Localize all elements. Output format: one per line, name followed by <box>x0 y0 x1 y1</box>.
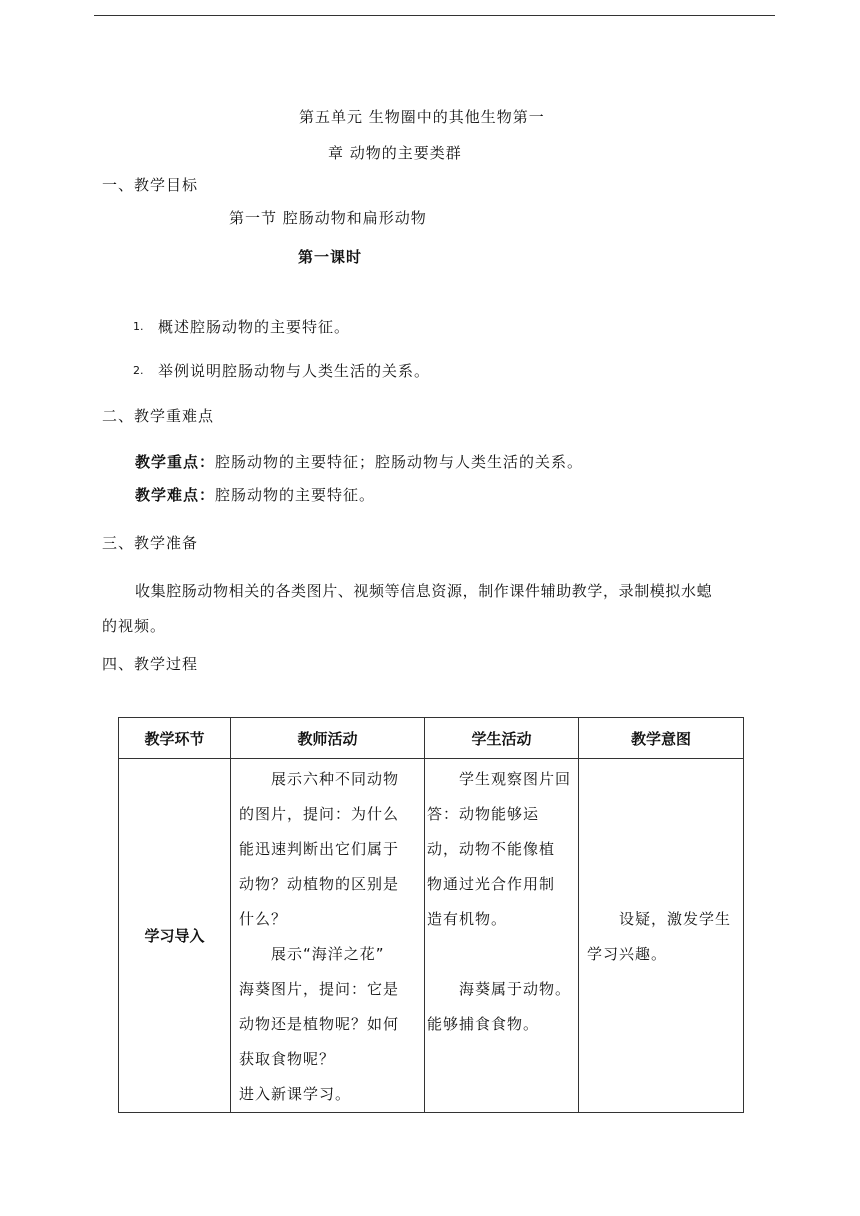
teaching-intent-line <box>587 867 743 902</box>
lesson-process-table <box>118 717 744 1113</box>
key-point-label: 教学重点： <box>135 453 216 471</box>
section-heading-process: 四、教学过程 <box>102 655 199 673</box>
teaching-intent-line: 学习兴趣。 <box>587 945 668 963</box>
section-heading-key-difficult: 二、教学重难点 <box>102 407 215 425</box>
preparation-text-line1: 收集腔肠动物相关的各类图片、视频等信息资源，制作课件辅助教学，录制模拟水螅 <box>135 582 713 600</box>
teacher-activity-line: 展示“海洋之花” <box>239 945 385 963</box>
teacher-activity-line: 进入新课学习。 <box>239 1085 352 1103</box>
teacher-activity-line: 的图片，提问：为什么 <box>239 805 400 823</box>
student-activity-line: 海葵属于动物。 <box>427 980 572 998</box>
teacher-activity-cell <box>231 759 425 1113</box>
document-title-line1: 第五单元 生物圈中的其他生物第一 <box>299 108 545 126</box>
table-row <box>119 759 744 1113</box>
teacher-activity-line: 展示六种不同动物 <box>239 770 400 788</box>
header-rule <box>94 15 775 16</box>
student-activity-line: 物通过光合作用制 <box>427 875 556 893</box>
difficult-point-label: 教学难点： <box>135 486 216 504</box>
teaching-intent-cell <box>579 759 744 1113</box>
section-heading-prep: 三、教学准备 <box>102 534 199 552</box>
teacher-activity-line: 能迅速判断出它们属于 <box>239 840 400 858</box>
student-activity-line: 学生观察图片回 <box>427 770 572 788</box>
student-activity-line: 能够捕食食物。 <box>427 1015 540 1033</box>
student-activity-line <box>427 937 578 972</box>
section-heading-goals: 一、教学目标 <box>102 176 199 194</box>
student-activity-cell <box>425 759 579 1113</box>
table-header-cell: 教学环节 <box>119 718 231 759</box>
difficult-point-line <box>135 484 375 505</box>
objective-number: 1. <box>133 320 144 333</box>
objective-text: 举例说明腔肠动物与人类生活的关系。 <box>158 362 431 380</box>
preparation-text-line2: 的视频。 <box>102 617 167 635</box>
table-header-row <box>119 718 744 759</box>
teacher-activity-line: 动物？动植物的区别是 <box>239 875 400 893</box>
document-title-line2: 章 动物的主要类群 <box>328 144 462 162</box>
table-header-cell: 教师活动 <box>231 718 425 759</box>
objective-number: 2. <box>133 364 144 377</box>
difficult-point-text: 腔肠动物的主要特征。 <box>215 486 376 504</box>
teacher-activity-line: 海葵图片，提问：它是 <box>239 980 400 998</box>
lesson-period: 第一课时 <box>298 248 363 266</box>
teacher-activity-line: 什么？ <box>239 910 288 928</box>
table-header-cell: 学生活动 <box>425 718 579 759</box>
key-point-text: 腔肠动物的主要特征；腔肠动物与人类生活的关系。 <box>215 453 584 471</box>
teaching-intent-line: 设疑，激发学生 <box>587 910 732 928</box>
table-header-cell: 教学意图 <box>579 718 744 759</box>
teaching-intent-line <box>587 797 743 832</box>
teaching-intent-line <box>587 832 743 867</box>
student-activity-line: 答：动物能够运 <box>427 805 540 823</box>
lesson-section-title: 第一节 腔肠动物和扁形动物 <box>229 209 427 227</box>
student-activity-line: 造有机物。 <box>427 910 508 928</box>
student-activity-line: 动，动物不能像植 <box>427 840 556 858</box>
objective-text: 概述腔肠动物的主要特征。 <box>158 318 351 336</box>
teaching-intent-line <box>587 762 743 797</box>
teacher-activity-line: 动物还是植物呢？如何 <box>239 1015 400 1033</box>
key-point-line <box>135 451 583 472</box>
teacher-activity-line: 获取食物呢？ <box>239 1050 336 1068</box>
stage-cell: 学习导入 <box>119 759 231 1113</box>
